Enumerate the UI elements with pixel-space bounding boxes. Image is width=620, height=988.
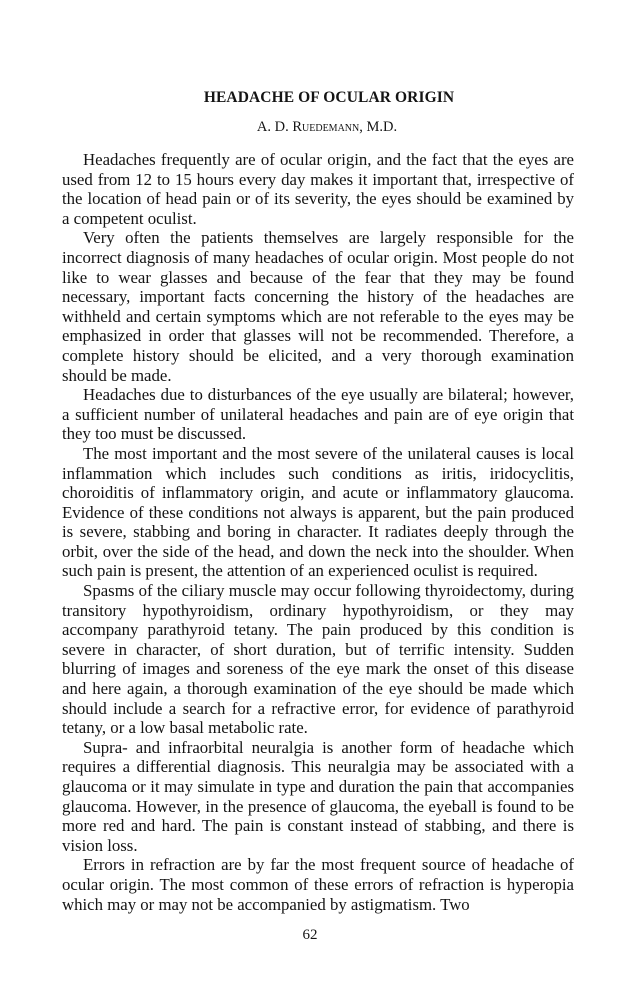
author-initials: A. D. [256,119,293,135]
paragraph-1: Headaches frequently are of ocular origin, and the fact that the eyes are used from 12 to 15 hours every day makes it important that, irrespective of the location of head pain or of its severity, the eyes should be examined by a competent oculist. [62,150,574,228]
author-suffix: , M.D. [359,119,398,135]
page-number: 62 [302,927,318,943]
paragraph-3: Headaches due to disturbances of the eye usually are bilateral; however, a sufficient number of unilateral headaches and pain are of eye origin that they too must be discussed. [62,385,574,444]
article-page [62,88,574,914]
paragraph-7: Errors in refraction are by far the most frequent source of headache of ocular origin. The most common of these errors of refraction is hyperopia which may or may not be accompanied by astigmatism. Two [62,855,574,914]
paragraph-5: Spasms of the ciliary muscle may occur following thyroidectomy, during transitory hypothyroidism, ordinary hypothyroidism, or they may accompany parathyroid tetany. The pain produced by this condition is severe in character, of short duration, but of terrific intensity. Sudden blurring of images and soreness of the eye mark the onset of this disease and here again, a thorough examination of the eye should be made which should include a search for a refractive error, for evidence of parathyroid tetany, or a low basal metabolic rate. [62,581,574,738]
article-title: HEADACHE OF OCULAR ORIGIN [203,89,455,106]
paragraph-6: Supra- and infraorbital neuralgia is another form of headache which requires a differential diagnosis. This neuralgia may be associated with a glaucoma or it may simulate in type and duration the pain that accompanies glaucoma. However, in the presence of glaucoma, the eyeball is found to be more red and hard. The pain is constant instead of stabbing, and there is vision loss. [62,737,574,855]
article-author [80,118,574,136]
paragraph-2: Very often the patients themselves are largely responsible for the incorrect diagnosis of many headaches of ocular origin. Most people do not like to wear glasses and because of the fear that they may be found necessary, important facts concerning the history of the headaches are withheld and certain symptoms which are not referable to the eyes may be emphasized in order that glasses will not be recommended. Therefore, a complete history should be elicited, and a very thorough examination should be made. [62,228,574,385]
author-surname: Ruedemann [292,119,360,135]
paragraph-4: The most important and the most severe of the unilateral causes is local inflammation which includes such conditions as iritis, iridocyclitis, choroiditis of inflammatory origin, and acute or inflammatory glaucoma. Evidence of these conditions not always is apparent, but the pain produced is severe, stabbing and boring in character. It radiates deeply through the orbit, over the side of the head, and down the neck into the shoulder. When such pain is present, the attention of an experienced oculist is required. [62,443,574,581]
